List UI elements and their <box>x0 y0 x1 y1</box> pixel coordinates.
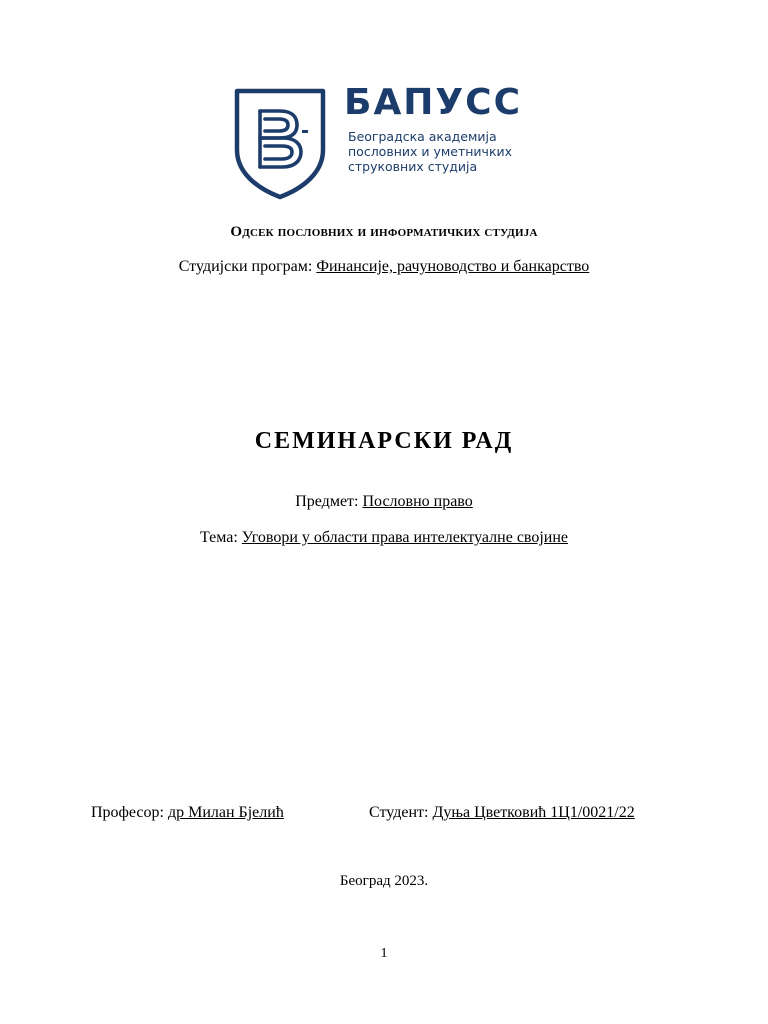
department-heading: Одсек пословних и информатичких студија <box>230 224 538 240</box>
study-program-line <box>0 258 768 276</box>
topic-line <box>0 529 768 547</box>
logo-subtitle-line-1: Београдска академија <box>348 129 497 144</box>
logo-name: БАПУСС <box>344 82 523 123</box>
subject-line <box>0 493 768 511</box>
study-program-value: Финансије, рачуноводство и банкарство <box>316 258 590 275</box>
student-label: Студент: <box>369 804 433 821</box>
document-title: СЕМИНАРСКИ РАД <box>254 428 514 454</box>
bapuss-shield-icon <box>234 88 326 200</box>
logo-subtitle-line-2: пословних и уметничких <box>348 144 513 159</box>
topic-value: Уговори у области права интелектуалне својине <box>241 529 569 546</box>
page-number: 1 <box>380 946 388 961</box>
student-value: Дуња Цветковић 1Ц1/0021/22 <box>432 804 635 821</box>
topic-label: Тема: <box>199 529 242 546</box>
subject-value: Пословно право <box>362 493 473 510</box>
student-line <box>369 804 635 822</box>
study-program-label: Студијски програм: <box>178 258 317 275</box>
subject-label: Предмет: <box>295 493 363 510</box>
logo-subtitle-line-3: струковних студија <box>348 159 478 174</box>
city-year: Београд 2023. <box>339 873 429 889</box>
professor-line <box>91 804 284 822</box>
professor-value: др Милан Бјелић <box>167 804 284 821</box>
professor-label: Професор: <box>91 804 168 821</box>
